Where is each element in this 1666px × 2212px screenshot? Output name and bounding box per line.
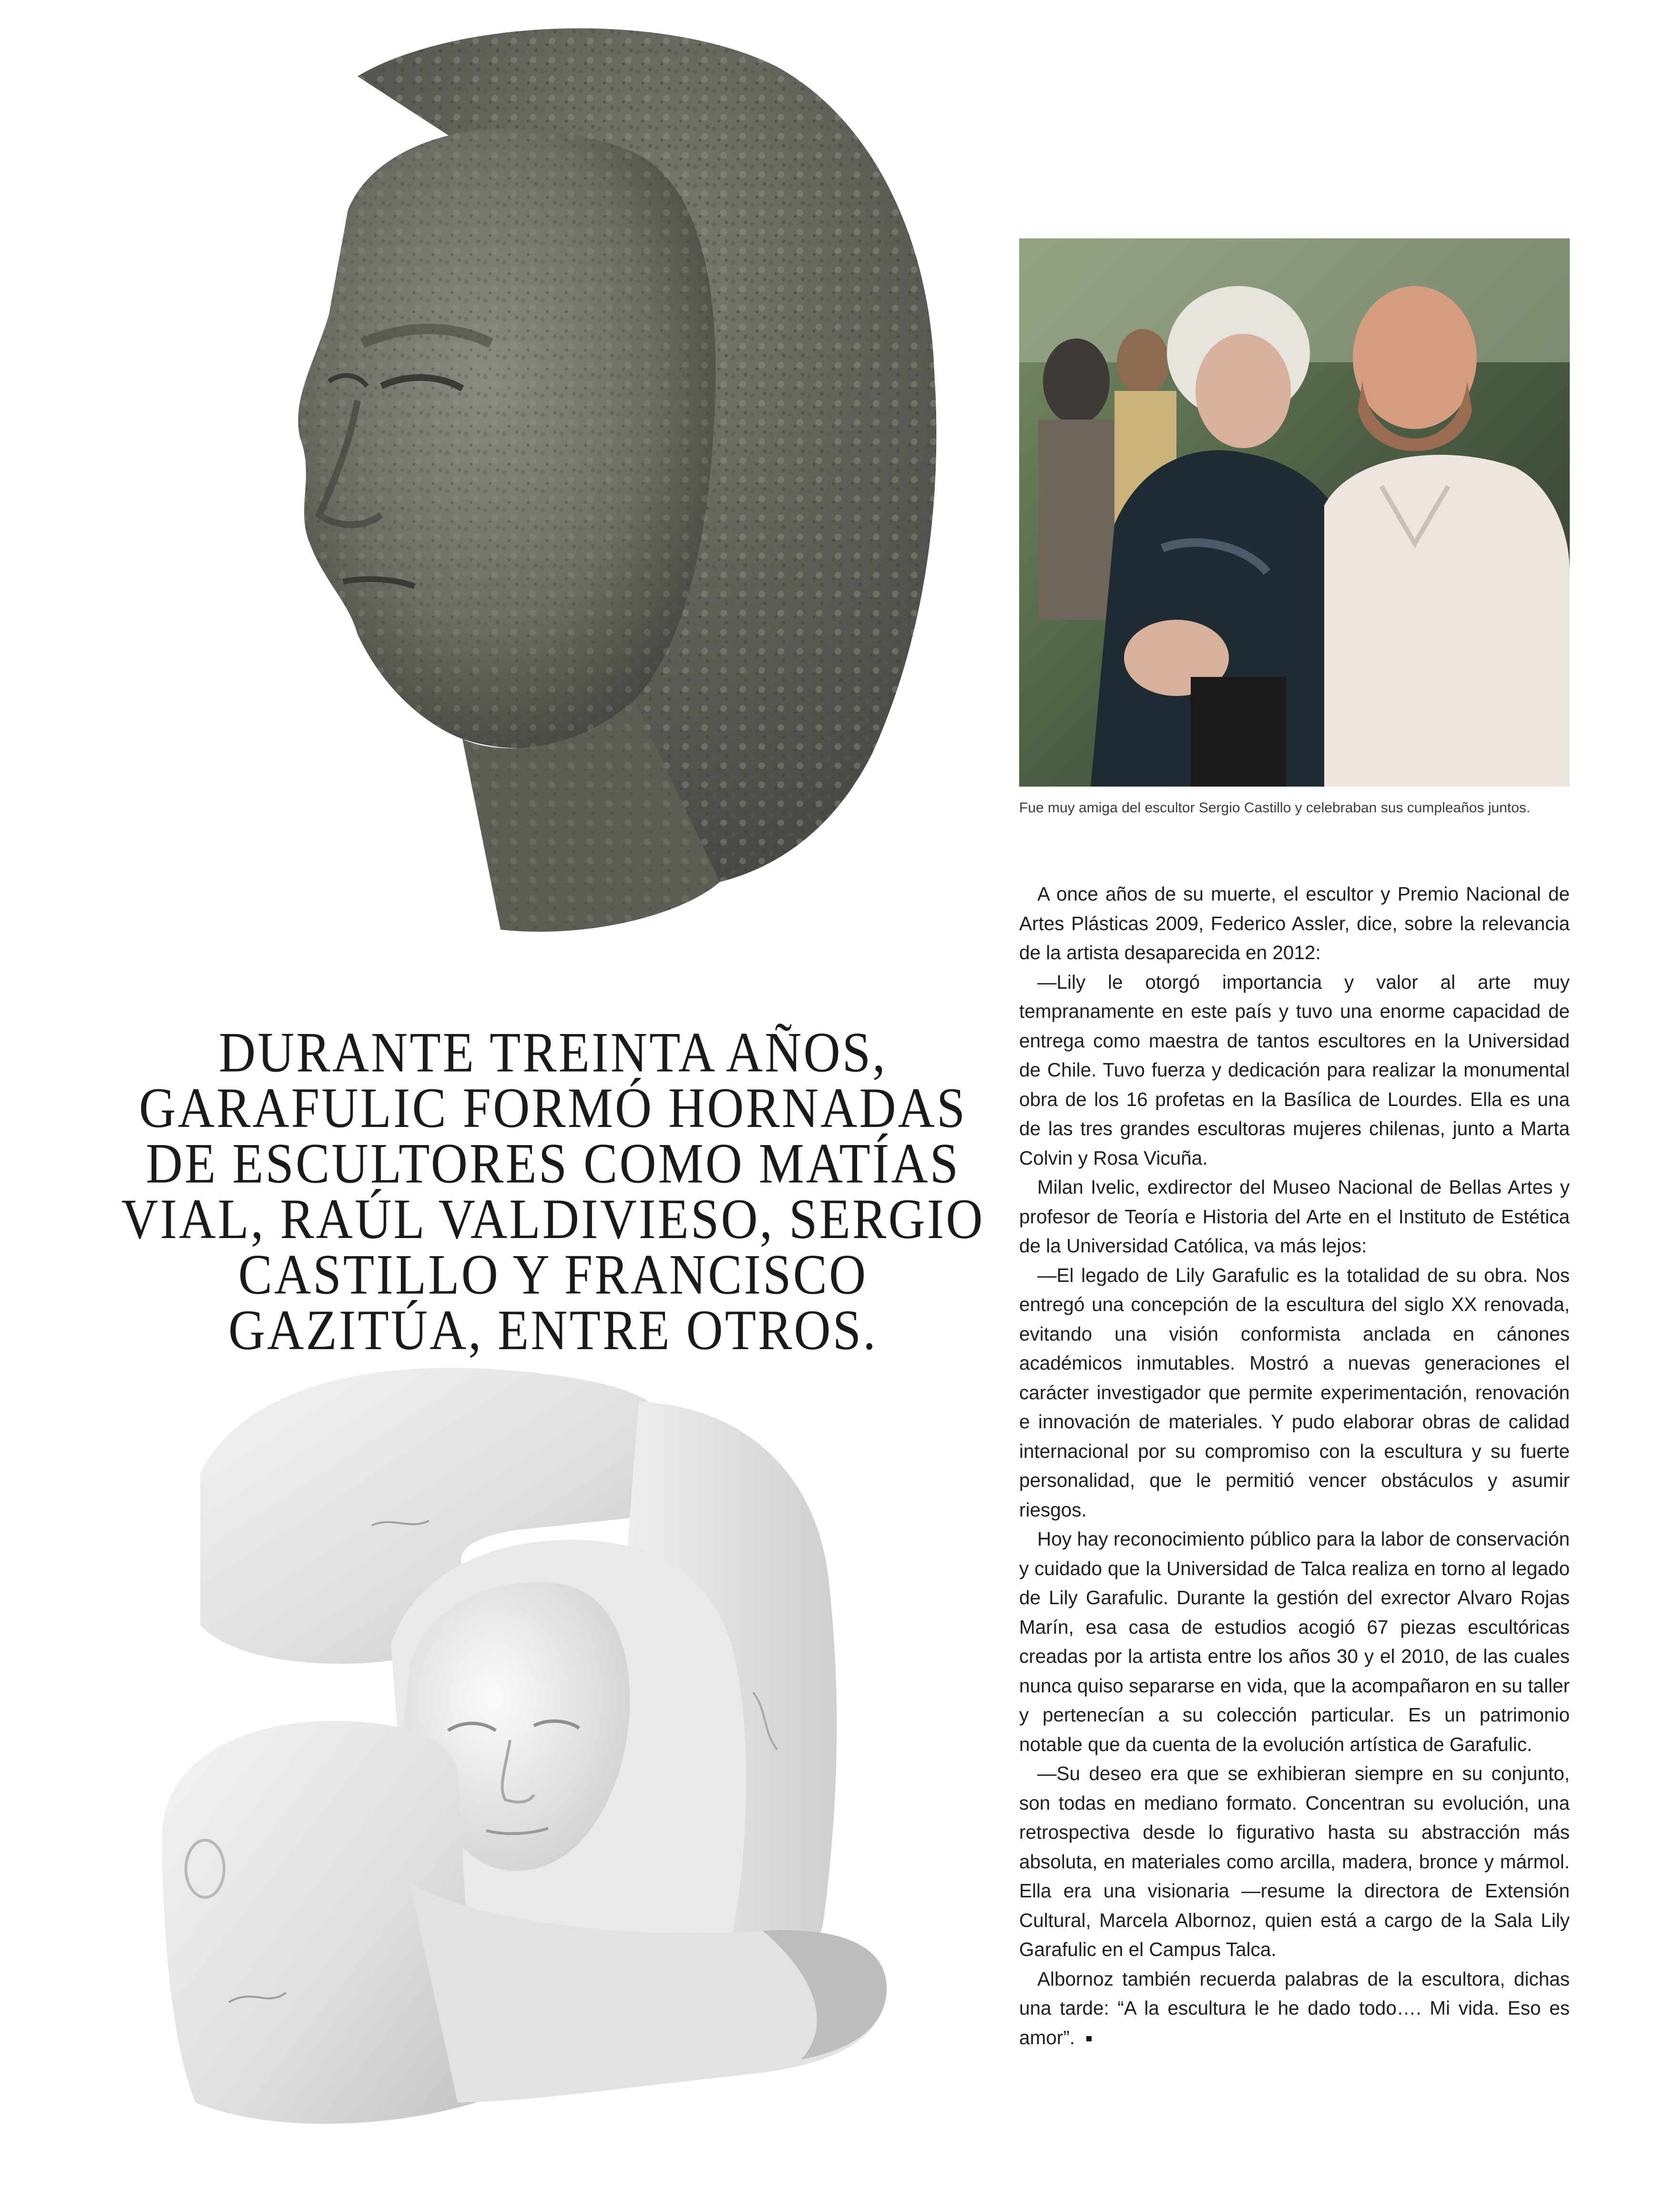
- article-paragraph-3: Milan Ivelic, exdirector del Museo Nacional de Bellas Artes y profesor de Teoría e Historia del Arte en el Instituto de Estética de la Universidad Católica, va más lejos:: [1019, 1176, 1570, 1257]
- article-paragraph-1: A once años de su muerte, el escultor y Premio Nacional de Artes Plásticas 2009, Federico Assler, dice, sobre la relevancia de la artista desaparecida en 2012:: [1019, 883, 1570, 963]
- article-paragraph-5: Hoy hay reconocimiento público para la labor de conservación y cuidado que la Universidad de Talca realiza en torno al legado de Lily Garafulic. Durante la gestión del exrector Alvaro Rojas Marín, esa casa de estudios acogió 67 piezas escultóricas creadas por la artista entre los años 30 y el 2010, de las cuales nunca quiso separarse en vida, que la acompañaron en su taller y pertenecían a su colección particular. Es un patrimonio notable que da cuenta de la evolución artística de Garafulic.: [1019, 1528, 1570, 1755]
- pull-quote: DURANTE TREINTA AÑOS, GARAFULIC FORMÓ HORNADAS DE ESCULTORES COMO MATÍAS VIAL, RAÚL VALDIVIESO, SERGIO CASTILLO Y FRANCISCO GAZITÚA, ENTRE OTROS.: [121, 1021, 985, 1362]
- stone-head-sculpture-image: [157, 10, 968, 944]
- portrait-photo: [1019, 238, 1570, 787]
- article-paragraph-4: —El legado de Lily Garafulic es la totalidad de su obra. Nos entregó una concepción de la escultura del siglo XX renovada, evitando una visión conformista anclada en cánones académicos inmutables. Mostró a nuevas generaciones el carácter investigador que permite experimentación, renovación e innovación de materiales. Y pudo elaborar obras de calidad internacional por su compromiso con la escultura y su fuerte personalidad, que le permitió vencer obstáculos y asumir riesgos.: [1019, 1264, 1570, 1521]
- end-mark: [1086, 2036, 1092, 2041]
- article-paragraph-6: —Su deseo era que se exhibieran siempre en su conjunto, son todas en mediano formato. Concentran su evolución, una retrospectiva desde lo figurativo hasta su abstracción más absoluta, en materiales como arcilla, madera, bronce y mármol. Ella era una visionaria —resume la directora de Extensión Cultural, Marcela Albornoz, quien está a cargo de la Sala Lily Garafulic en el Campus Talca.: [1019, 1762, 1570, 1960]
- article-paragraph-7: [1019, 1965, 1570, 2053]
- photo-caption: Fue muy amiga del escultor Sergio Castillo y celebraban sus cumpleaños juntos.: [1019, 800, 1531, 816]
- article-paragraph-7-text: Albornoz también recuerda palabras de la escultora, dichas una tarde: “A la escultura le he dado todo…. Mi vida. Eso es amor”.: [1019, 1967, 1570, 2048]
- marble-sculpture-image: [143, 1359, 963, 2140]
- article-paragraph-2: —Lily le otorgó importancia y valor al arte muy tempranamente en este país y tuvo una enorme capacidad de entrega como maestra de tantos escultores en la Universidad de Chile. Tuvo fuerza y dedicación para realizar la monumental obra de los 16 profetas en la Basílica de Lourdes. Ella es una de las tres grandes escultoras mujeres chilenas, junto a Marta Colvin y Rosa Vicuña.: [1019, 971, 1570, 1169]
- article-body: [1019, 880, 1570, 2052]
